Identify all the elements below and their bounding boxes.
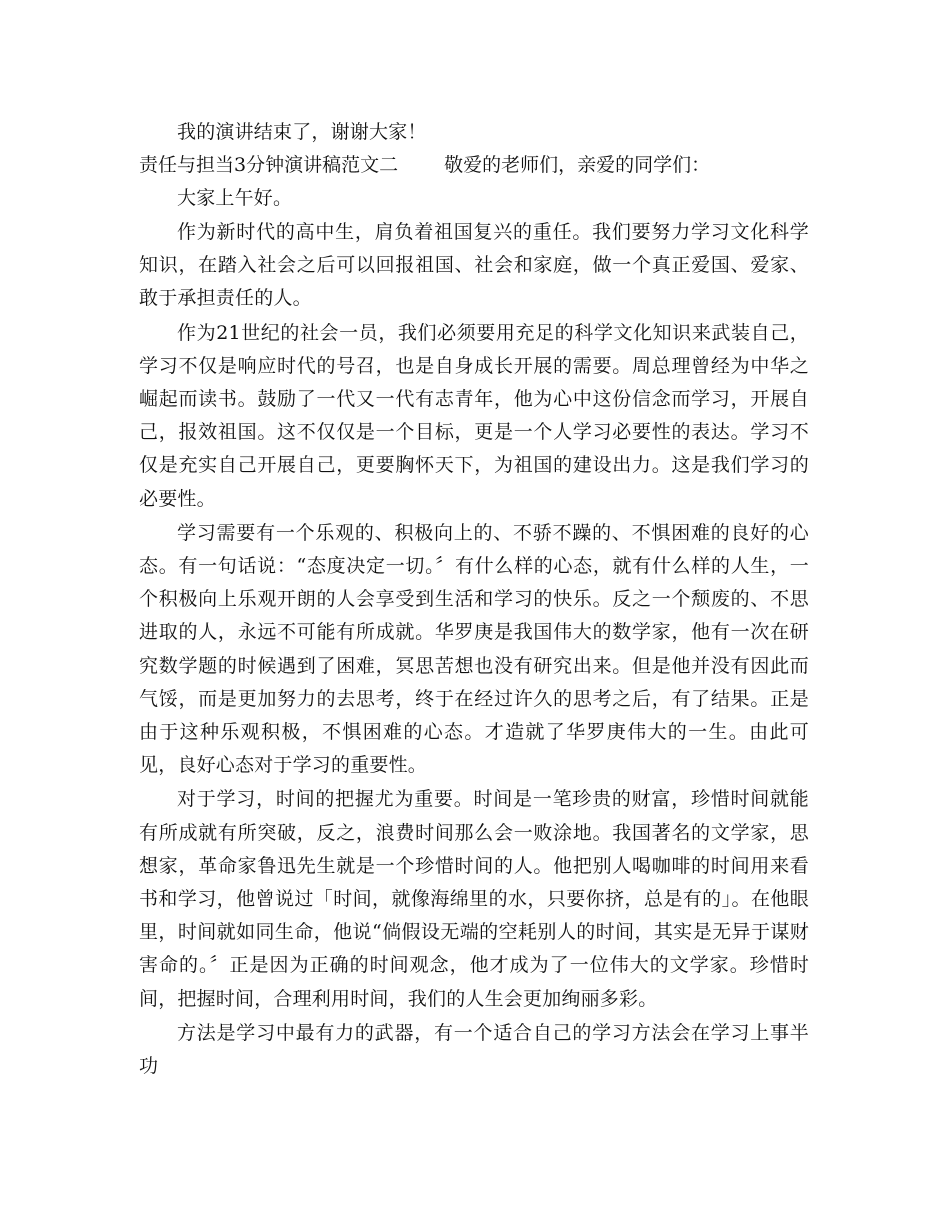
section-title: 责任与担当3分钟演讲稿范文二: [139, 154, 399, 176]
paragraph-4: 对于学习，时间的把握尤为重要。时间是一笔珍贵的财富，珍惜时间就能有所成就有所突破，反之，浪费时间那么会一败涂地。我国著名的文学家，思想家，革命家鲁迅先生就是一个珍惜时间的人。他把别人喝咖啡的时间用来看书和学习，他曾说过「时间，就像海绵里的水，只要你挤，总是有的」。在他眼里，时间就如同生命，他说“倘假设无端的空耗别人的时间，其实是无异于谋财害命的。〞正是因为正确的时间观念，他才成为了一位伟大的文学家。珍惜时间，把握时间，合理利用时间，我们的人生会更加绚丽多彩。: [139, 788, 809, 1010]
paragraph-1: 作为新时代的高中生，肩负着祖国复兴的重任。我们要努力学习文化科学知识，在踏入社会之后可以回报祖国、社会和家庭，做一个真正爱国、爱家、敢于承担责任的人。: [139, 221, 809, 310]
closing-line: 我的演讲结束了，谢谢大家！: [177, 121, 427, 143]
salutation: 大家上午好。: [177, 187, 293, 209]
section-header: [139, 149, 809, 182]
paragraph-3: 学习需要有一个乐观的、积极向上的、不骄不躁的、不惧困难的良好的心态。有一句话说：“态度决定一切。〞有什么样的心态，就有什么样的人生，一个积极向上乐观开朗的人会享受到生活和学习的快乐。反之一个颓废的、不思进取的人，永远不可能有所成就。华罗庚是我国伟大的数学家，他有一次在研究数学题的时候遇到了困难，冥思苦想也没有研究出来。但是他并没有因此而气馁，而是更加努力的去思考，终于在经过许久的思考之后，有了结果。正是由于这种乐观积极，不惧困难的心态。才造就了华罗庚伟大的一生。由此可见，良好心态对于学习的重要性。: [139, 521, 809, 777]
paragraph-2: 作为21世纪的社会一员，我们必须要用充足的科学文化知识来武装自己，学习不仅是响应时代的号召，也是自身成长开展的需要。周总理曾经为中华之崛起而读书。鼓励了一代又一代有志青年，他为心中这份信念而学习，开展自己，报效祖国。这不仅仅是一个目标，更是一个人学习必要性的表达。学习不仅是充实自己开展自己，更要胸怀天下，为祖国的建设出力。这是我们学习的必要性。: [139, 321, 809, 510]
document-body: [139, 116, 809, 1083]
greeting: 敬爱的老师们，亲爱的同学们：: [444, 154, 711, 176]
paragraph-5: 方法是学习中最有力的武器，有一个适合自己的学习方法会在学习上事半功: [139, 1021, 809, 1078]
